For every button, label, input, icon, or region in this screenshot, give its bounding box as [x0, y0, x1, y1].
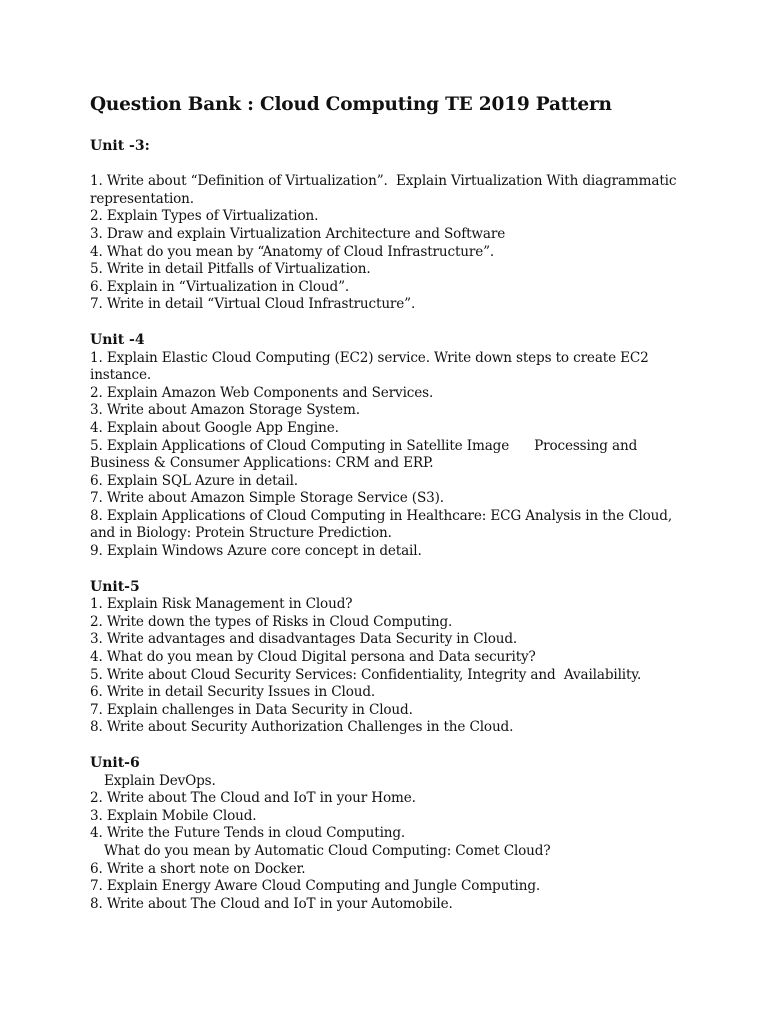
unit-heading: Unit -3:	[90, 138, 150, 154]
question-number: 8.	[90, 895, 103, 912]
question-item	[90, 861, 690, 879]
question-item	[90, 226, 690, 244]
question-item	[90, 667, 690, 685]
unit-section	[90, 138, 690, 314]
question-text: What do you mean by Automatic Cloud Computing: Comet Cloud?	[104, 842, 551, 859]
question-item	[90, 420, 690, 438]
question-item	[90, 543, 690, 561]
unit-heading: Unit-5	[90, 578, 140, 595]
question-text: Explain Elastic Cloud Computing (EC2) service. Write down steps to create EC2 instance.	[90, 349, 653, 384]
question-item	[90, 790, 690, 808]
question-text: Explain Risk Management in Cloud?	[106, 596, 353, 613]
question-item	[90, 385, 690, 403]
question-text: Write about Cloud Security Services: Confidentiality, Integrity and Availability.	[106, 666, 642, 683]
question-number: 7.	[90, 701, 103, 718]
question-text: Write in detail Security Issues in Cloud.	[106, 684, 376, 701]
question-item	[90, 261, 690, 279]
question-text: Explain Amazon Web Components and Services.	[106, 384, 434, 401]
question-item	[90, 878, 690, 896]
unit-section	[90, 755, 690, 913]
question-text: What do you mean by “Anatomy of Cloud Infrastructure”.	[106, 243, 495, 260]
question-number: 7.	[90, 296, 103, 313]
question-item	[90, 490, 690, 508]
question-item	[90, 649, 690, 667]
question-item	[90, 508, 690, 543]
question-item	[90, 208, 690, 226]
question-text: Explain challenges in Data Security in Cloud.	[106, 701, 413, 718]
question-number: 1.	[90, 596, 103, 613]
question-number: 8.	[90, 507, 103, 524]
question-text: What do you mean by Cloud Digital persona and Data security?	[106, 649, 536, 666]
question-text: Write a short note on Docker.	[106, 860, 306, 877]
question-number: 3.	[90, 807, 103, 824]
question-number: 7.	[90, 490, 103, 507]
question-text: Explain in “Virtualization in Cloud”.	[106, 278, 350, 295]
question-text: Write about Amazon Simple Storage Service (S3).	[106, 490, 444, 507]
question-text: Write the Future Tends in cloud Computing.	[106, 825, 406, 842]
unit-heading: Unit -4	[90, 331, 145, 348]
question-text: Write advantages and disadvantages Data Security in Cloud.	[106, 631, 518, 648]
question-text: Write about Amazon Storage System.	[106, 402, 360, 419]
question-number: 5.	[90, 437, 103, 454]
question-item	[90, 719, 690, 737]
unit-section	[90, 332, 690, 561]
question-text: Explain Types of Virtualization.	[106, 208, 319, 225]
question-text: Explain Energy Aware Cloud Computing and Jungle Computing.	[106, 878, 541, 895]
question-number: 3.	[90, 402, 103, 419]
question-item	[90, 279, 690, 297]
question-item	[90, 843, 690, 861]
question-item	[90, 631, 690, 649]
question-number: 2.	[90, 613, 103, 630]
question-text: Write down the types of Risks in Cloud Computing.	[106, 613, 453, 630]
question-text: Write in detail Pitfalls of Virtualization.	[106, 261, 371, 278]
question-number: 8.	[90, 719, 103, 736]
question-item	[90, 438, 690, 473]
question-item	[90, 702, 690, 720]
question-text: Write about The Cloud and IoT in your Home.	[106, 790, 416, 807]
question-item	[90, 473, 690, 491]
unit-section	[90, 579, 690, 737]
question-number: 7.	[90, 878, 103, 895]
question-text: Write in detail “Virtual Cloud Infrastructure”.	[106, 296, 416, 313]
question-number: 4.	[90, 825, 103, 842]
question-text: Explain Windows Azure core concept in detail.	[106, 543, 422, 560]
question-item	[90, 244, 690, 262]
question-item	[90, 808, 690, 826]
unit-heading: Unit-6	[90, 755, 140, 771]
question-number: 1.	[90, 349, 103, 366]
question-number: 2.	[90, 790, 103, 807]
question-item	[90, 350, 690, 385]
question-text: Explain about Google App Engine.	[106, 419, 339, 436]
question-item	[90, 684, 690, 702]
question-item	[90, 614, 690, 632]
question-text: Draw and explain Virtualization Architecture and Software	[106, 225, 506, 242]
question-number: 6.	[90, 278, 103, 295]
question-number: 6.	[90, 684, 103, 701]
question-item	[90, 825, 690, 843]
question-text: Explain Mobile Cloud.	[106, 807, 257, 824]
question-text: Explain Applications of Cloud Computing in Satellite Image Processing and Business & Consumer Applications: CRM and ERP.	[90, 437, 642, 472]
question-text: Explain Applications of Cloud Computing in Healthcare: ECG Analysis in the Cloud, and in Biology: Protein Structure Prediction.	[90, 507, 677, 542]
question-number: 4.	[90, 243, 103, 260]
question-number: 5.	[90, 261, 103, 278]
question-number: 1.	[90, 173, 103, 190]
question-number: 2.	[90, 208, 103, 225]
units-container	[90, 138, 690, 913]
question-text: Write about Security Authorization Challenges in the Cloud.	[106, 719, 514, 736]
question-number: 4.	[90, 419, 103, 436]
question-number: 4.	[90, 649, 103, 666]
question-item	[90, 296, 690, 314]
question-number: 2.	[90, 384, 103, 401]
document-title: Question Bank : Cloud Computing TE 2019 Pattern	[90, 94, 612, 115]
question-item	[90, 596, 690, 614]
question-number: 9.	[90, 543, 103, 560]
question-text: Write about “Definition of Virtualization”. Explain Virtualization With diagrammatic representation.	[90, 173, 681, 207]
question-text: Explain DevOps.	[104, 772, 216, 789]
question-number: 5.	[90, 666, 103, 683]
document-page	[90, 92, 690, 931]
question-item	[90, 402, 690, 420]
question-number: 3.	[90, 631, 103, 648]
question-number: 6.	[90, 472, 103, 489]
question-text: Explain SQL Azure in detail.	[106, 472, 298, 489]
question-number: 3.	[90, 225, 103, 242]
question-text: Write about The Cloud and IoT in your Automobile.	[106, 895, 453, 912]
question-item	[90, 896, 690, 914]
question-item	[90, 173, 690, 208]
question-item	[90, 773, 690, 791]
question-number: 6.	[90, 860, 103, 877]
